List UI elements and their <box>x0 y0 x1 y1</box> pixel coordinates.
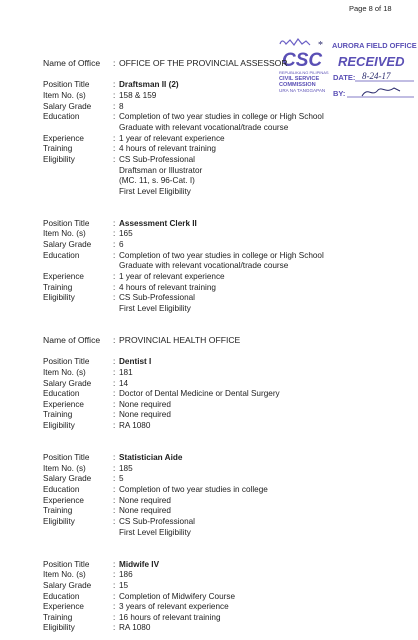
continuation-value: Graduate with relevant vocational/trade course <box>119 261 289 271</box>
colon: : <box>113 367 116 377</box>
continuation-value: (MC. 11, s. 96-Cat. I) <box>119 176 195 186</box>
colon: : <box>113 410 116 420</box>
training-label: Training <box>43 282 73 292</box>
colon: : <box>113 463 116 473</box>
eligibility-label: Eligibility <box>43 154 75 164</box>
salary-grade-value: 8 <box>119 101 124 111</box>
item-no-s-label: Item No. (s) <box>43 463 86 473</box>
training-label: Training <box>43 612 73 622</box>
colon: : <box>113 240 116 250</box>
stamp-agency-line-1: REPUBLIKA NG PILIPINAS <box>279 70 329 75</box>
colon: : <box>113 334 116 345</box>
stamp-seal-edge <box>280 39 310 45</box>
education-label: Education <box>43 250 80 260</box>
colon: : <box>113 378 116 388</box>
received-stamp <box>276 36 418 106</box>
salary-grade-value: 6 <box>119 240 124 250</box>
item-no-s-label: Item No. (s) <box>43 367 86 377</box>
office-label: Name of Office <box>43 58 101 68</box>
position-title-label: Position Title <box>43 453 90 463</box>
experience-label: Experience <box>43 399 84 409</box>
item-no-s-label: Item No. (s) <box>43 90 86 100</box>
education-value: Doctor of Dental Medicine or Dental Surgery <box>119 389 280 399</box>
colon: : <box>113 229 116 239</box>
salary-grade-value: 14 <box>119 378 129 388</box>
colon: : <box>113 602 116 612</box>
continuation-value: First Level Eligibility <box>119 303 191 313</box>
training-value: 4 hours of relevant training <box>119 144 216 154</box>
salary-grade-label: Salary Grade <box>43 378 92 388</box>
colon: : <box>113 101 116 111</box>
colon: : <box>113 144 116 154</box>
colon: : <box>113 112 116 122</box>
colon: : <box>113 218 116 228</box>
colon: : <box>113 282 116 292</box>
page-number: Page 8 of 18 <box>349 4 392 13</box>
colon: : <box>113 485 116 494</box>
training-value: 16 hours of relevant training <box>119 612 221 622</box>
education-label: Education <box>43 591 80 601</box>
colon: : <box>113 58 116 68</box>
stamp-field-office: AURORA FIELD OFFICE <box>332 41 417 50</box>
colon: : <box>113 293 116 303</box>
continuation-value: First Level Eligibility <box>119 527 191 537</box>
colon: : <box>113 357 116 367</box>
stamp-date-handwritten: 8-24-17 <box>362 71 391 81</box>
eligibility-label: Eligibility <box>43 293 75 303</box>
experience-value: None required <box>119 495 171 505</box>
experience-label: Experience <box>43 133 84 143</box>
education-label: Education <box>43 389 80 399</box>
colon: : <box>113 133 116 143</box>
training-label: Training <box>43 144 73 154</box>
eligibility-label: Eligibility <box>43 516 75 526</box>
colon: : <box>113 495 116 505</box>
eligibility-value: RA 1080 <box>119 623 151 633</box>
experience-value: 1 year of relevant experience <box>119 133 225 143</box>
colon: : <box>113 389 116 399</box>
salary-grade-value: 15 <box>119 580 129 590</box>
eligibility-value: CS Sub-Professional <box>119 154 195 164</box>
position-title-value: Dentist I <box>119 357 152 367</box>
item-no-s-value: 186 <box>119 570 133 580</box>
stamp-agency-line-4: URA NA TANGGAPAN <box>279 88 326 93</box>
item-no-s-value: 181 <box>119 367 133 377</box>
continuation-value: Graduate with relevant vocational/trade course <box>119 122 289 132</box>
colon: : <box>113 453 116 463</box>
experience-label: Experience <box>43 495 84 505</box>
office-label: Name of Office <box>43 334 101 345</box>
salary-grade-label: Salary Grade <box>43 101 92 111</box>
stamp-received-text: RECEIVED <box>338 54 405 69</box>
position-title-label: Position Title <box>43 559 90 569</box>
stamp-agency-line-3: COMMISSION <box>279 82 316 88</box>
item-no-s-label: Item No. (s) <box>43 570 86 580</box>
position-title-label: Position Title <box>43 357 90 367</box>
handwritten-mark: * <box>318 40 323 51</box>
colon: : <box>113 506 116 516</box>
stamp-initials-signature <box>362 88 400 96</box>
training-label: Training <box>43 506 73 516</box>
eligibility-value: CS Sub-Professional <box>119 293 195 303</box>
experience-label: Experience <box>43 272 84 281</box>
experience-value: 3 years of relevant experience <box>119 602 229 612</box>
colon: : <box>113 80 116 90</box>
office-name: PROVINCIAL HEALTH OFFICE <box>119 334 241 345</box>
stamp-date-label: DATE: <box>333 73 356 82</box>
csc-logo-text: CSC <box>282 50 323 71</box>
position-title-value: Draftsman II (2) <box>119 80 179 90</box>
colon: : <box>113 474 116 484</box>
position-title-value: Midwife IV <box>119 559 160 569</box>
office-name: OFFICE OF THE PROVINCIAL ASSESSOR <box>119 58 288 68</box>
training-label: Training <box>43 410 73 420</box>
eligibility-label: Eligibility <box>43 421 75 431</box>
continuation-value: Draftsman or Illustrator <box>119 165 203 175</box>
position-title-label: Position Title <box>43 80 90 90</box>
colon: : <box>113 516 116 526</box>
item-no-s-value: 185 <box>119 463 133 473</box>
salary-grade-label: Salary Grade <box>43 240 92 250</box>
colon: : <box>113 623 116 633</box>
colon: : <box>113 570 116 580</box>
experience-label: Experience <box>43 602 84 612</box>
salary-grade-value: 5 <box>119 474 124 484</box>
education-value: Completion of two year studies in college or High School <box>119 250 324 260</box>
education-value: Completion of two year studies in college <box>119 485 268 494</box>
colon: : <box>113 559 116 569</box>
stamp-by-label: BY: <box>333 89 346 98</box>
education-value: Completion of two year studies in college or High School <box>119 112 324 122</box>
experience-value: None required <box>119 399 171 409</box>
item-no-s-label: Item No. (s) <box>43 229 86 239</box>
item-no-s-value: 158 & 159 <box>119 90 157 100</box>
education-label: Education <box>43 485 80 494</box>
colon: : <box>113 591 116 601</box>
experience-value: 1 year of relevant experience <box>119 272 225 281</box>
colon: : <box>113 421 116 431</box>
training-value: None required <box>119 410 171 420</box>
position-title-label: Position Title <box>43 218 90 228</box>
colon: : <box>113 272 116 281</box>
education-label: Education <box>43 112 80 122</box>
eligibility-label: Eligibility <box>43 623 75 633</box>
colon: : <box>113 250 116 260</box>
colon: : <box>113 154 116 164</box>
colon: : <box>113 399 116 409</box>
training-value: None required <box>119 506 171 516</box>
stamp-agency-line-2: CIVIL SERVICE <box>279 76 320 82</box>
position-title-value: Statistician Aide <box>119 453 183 463</box>
colon: : <box>113 580 116 590</box>
training-value: 4 hours of relevant training <box>119 282 216 292</box>
continuation-value: First Level Eligibility <box>119 186 191 196</box>
salary-grade-label: Salary Grade <box>43 580 92 590</box>
position-title-value: Assessment Clerk II <box>119 218 197 228</box>
colon: : <box>113 90 116 100</box>
colon: : <box>113 612 116 622</box>
item-no-s-value: 165 <box>119 229 133 239</box>
eligibility-value: RA 1080 <box>119 421 151 431</box>
eligibility-value: CS Sub-Professional <box>119 516 195 526</box>
salary-grade-label: Salary Grade <box>43 474 92 484</box>
education-value: Completion of Midwifery Course <box>119 591 236 601</box>
